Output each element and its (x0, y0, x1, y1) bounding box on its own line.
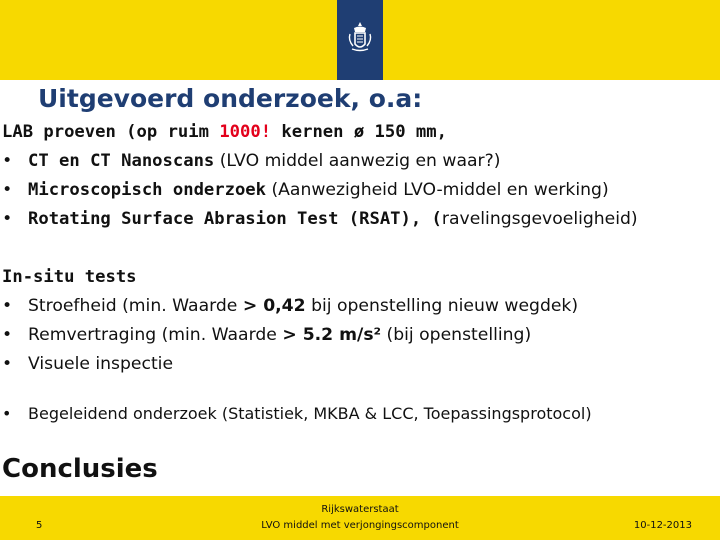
spacer (2, 379, 718, 399)
lab-count-highlight: 1000! (219, 122, 272, 142)
lab-heading-suffix: kernen ø 150 mm, (271, 122, 447, 142)
footer-bar (0, 496, 720, 540)
list-item-text: (LVO middel aanwezig en waar?) (214, 151, 501, 171)
insitu-heading: In-situ tests (2, 267, 137, 287)
footer-date: 10-12-2013 (633, 520, 692, 531)
list-item (2, 176, 718, 205)
slide-title: Uitgevoerd onderzoek, o.a: (38, 84, 423, 113)
list-item-bold: > 5.2 m/s² (282, 325, 382, 345)
list-item-text: Visuele inspectie (28, 354, 174, 374)
bullet-icon: • (2, 180, 13, 200)
lab-heading (2, 118, 718, 147)
list-item-bold: Microscopisch onderzoek (28, 180, 266, 200)
list-item-text: Begeleidend onderzoek (Statistiek, MKBA & LCC, Toepassingsprotocol) (28, 404, 592, 423)
list-item-bold: > 0,42 (242, 296, 306, 316)
bullet-icon: • (2, 325, 13, 345)
conclusions-heading: Conclusies (2, 454, 158, 484)
footer-organization: Rijkswaterstaat (321, 504, 399, 515)
list-item-text: (Aanwezigheid LVO-middel en werking) (266, 180, 609, 200)
list-item-text: Stroefheid (min. Waarde (28, 296, 243, 316)
list-item-text: bij openstelling nieuw wegdek) (305, 296, 579, 316)
list-item (2, 350, 718, 379)
spacer (2, 234, 718, 263)
page-number: 5 (36, 520, 43, 531)
slide-content (2, 118, 718, 428)
rijksoverheid-crest-icon (347, 20, 373, 54)
footer-subtitle: LVO middel met verjongingscomponent (261, 520, 459, 531)
list-item-text: ravelingsgevoeligheid) (441, 209, 638, 229)
bullet-icon: • (2, 209, 13, 229)
list-item (2, 292, 718, 321)
list-item-text: (bij openstelling) (381, 325, 532, 345)
list-item-bold: CT en CT Nanoscans (28, 151, 215, 171)
list-item-bold: Rotating Surface Abrasion Test (RSAT), ( (28, 209, 442, 229)
list-item-text: Remvertraging (min. Waarde (28, 325, 283, 345)
bullet-icon: • (2, 404, 12, 423)
list-item (2, 147, 718, 176)
list-item (2, 399, 718, 428)
list-item (2, 321, 718, 350)
lab-heading-prefix: LAB proeven (op ruim (2, 122, 220, 142)
bullet-icon: • (2, 151, 13, 171)
bullet-icon: • (2, 354, 13, 374)
bullet-icon: • (2, 296, 13, 316)
list-item (2, 205, 718, 234)
